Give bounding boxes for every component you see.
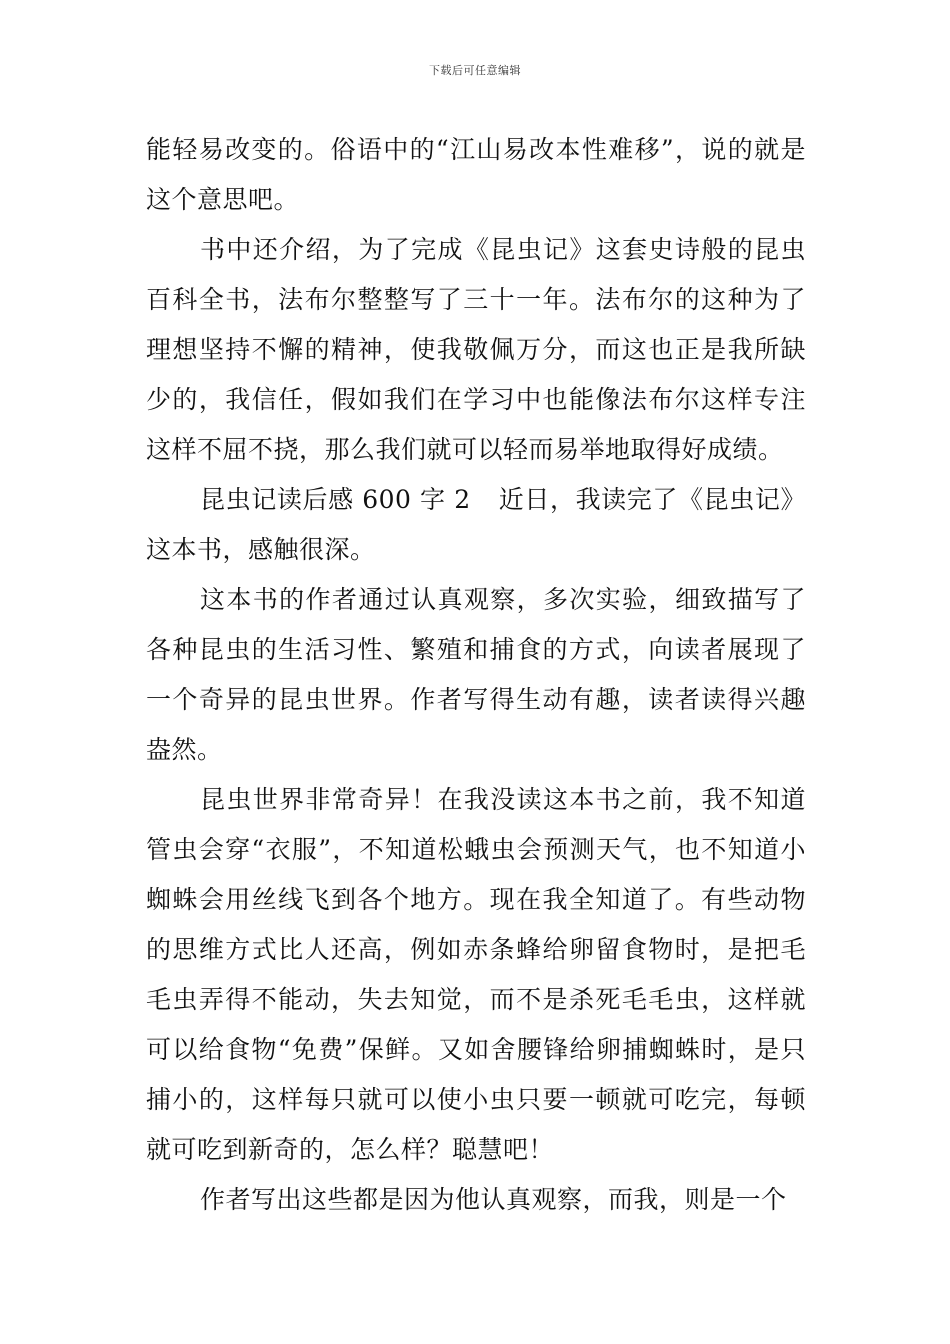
section-title: 昆虫记读后感 600 字 2 [200,485,471,514]
paragraph-5: 昆虫世界非常奇异！在我没读这本书之前，我不知道管虫会穿“衣服”，不知道松蛾虫会预测天气，也不知道小蜘蛛会用丝线飞到各个地方。现在我全知道了。有些动物的思维方式比人还高，例如赤条蜂给卵留食物时，是把毛毛虫弄得不能动，失去知觉，而不是杀死毛毛虫，这样就可以给食物“免费”保鲜。又如舍腰锋给卵捕蜘蛛时，是只捕小的，这样每只就可以使小虫只要一顿就可吃完，每顿就可吃到新奇的，怎么样？聪慧吧！ [146,785,806,1164]
paragraph-4: 这本书的作者通过认真观察，多次实验，细致描写了各种昆虫的生活习性、繁殖和捕食的方式，向读者展现了一个奇异的昆虫世界。作者写得生动有趣，读者读得兴趣盎然。 [146,585,806,764]
paragraph-3-text: 近日，我读完了《昆虫记》这本书，感触很深。 [146,485,806,564]
paragraph-1: 能轻易改变的。俗语中的“江山易改本性难移”，说的就是这个意思吧。 [146,135,806,214]
page-header: 下载后可任意编辑 [429,64,521,77]
paragraph-2: 书中还介绍，为了完成《昆虫记》这套史诗般的昆虫百科全书，法布尔整整写了三十一年。法布尔的这种为了理想坚持不懈的精神，使我敬佩万分，而这也正是我所缺少的，我信任，假如我们在学习中也能像法布尔这样专注这样不屈不挠，那么我们就可以轻而易举地取得好成绩。 [146,235,806,464]
paragraph-6: 作者写出这些都是因为他认真观察，而我，则是一个 [200,1185,787,1214]
document-body [146,125,806,1225]
paragraph-3 [146,475,806,575]
